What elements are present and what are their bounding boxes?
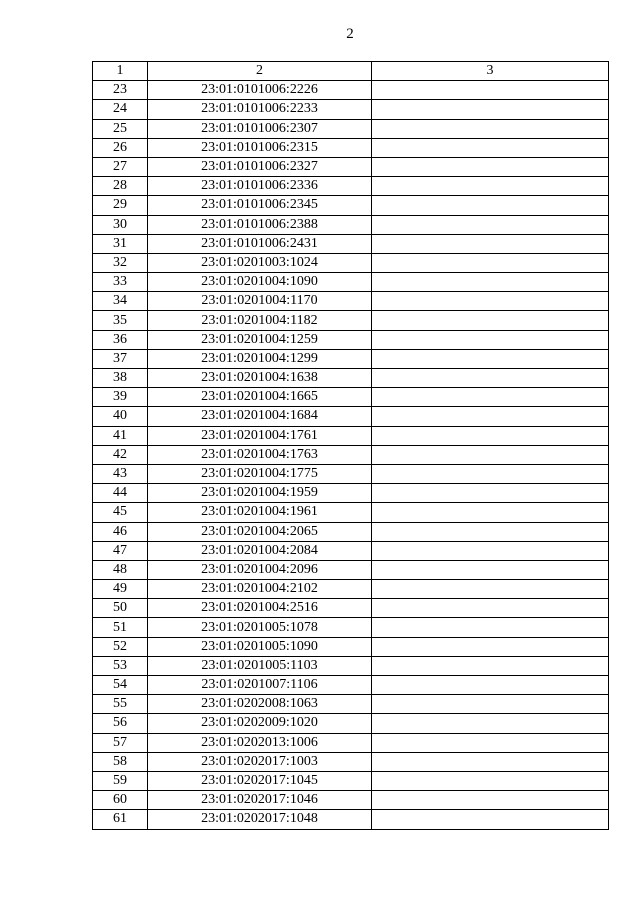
row-number-cell: 38 xyxy=(93,369,148,388)
row-number-cell: 28 xyxy=(93,177,148,196)
cadastral-number-cell: 23:01:0101006:2327 xyxy=(148,157,372,176)
row-number-cell: 30 xyxy=(93,215,148,234)
table-row xyxy=(93,810,609,829)
notes-cell xyxy=(372,253,609,272)
row-number-cell: 41 xyxy=(93,426,148,445)
column-header-3: 3 xyxy=(372,62,609,81)
table-row xyxy=(93,369,609,388)
notes-cell xyxy=(372,522,609,541)
notes-cell xyxy=(372,330,609,349)
table-row xyxy=(93,522,609,541)
cadastral-number-cell: 23:01:0202017:1046 xyxy=(148,791,372,810)
table-header-row xyxy=(93,62,609,81)
cadastral-number-cell: 23:01:0201003:1024 xyxy=(148,253,372,272)
table-row xyxy=(93,407,609,426)
table-row xyxy=(93,349,609,368)
row-number-cell: 54 xyxy=(93,676,148,695)
notes-cell xyxy=(372,138,609,157)
cadastral-number-cell: 23:01:0101006:2388 xyxy=(148,215,372,234)
row-number-cell: 39 xyxy=(93,388,148,407)
row-number-cell: 45 xyxy=(93,503,148,522)
row-number-cell: 52 xyxy=(93,637,148,656)
row-number-cell: 33 xyxy=(93,273,148,292)
row-number-cell: 42 xyxy=(93,445,148,464)
notes-cell xyxy=(372,484,609,503)
notes-cell xyxy=(372,618,609,637)
notes-cell xyxy=(372,695,609,714)
table-row xyxy=(93,292,609,311)
cadastral-number-cell: 23:01:0101006:2307 xyxy=(148,119,372,138)
table-row xyxy=(93,330,609,349)
row-number-cell: 26 xyxy=(93,138,148,157)
cadastral-number-cell: 23:01:0101006:2431 xyxy=(148,234,372,253)
cadastral-number-cell: 23:01:0201005:1090 xyxy=(148,637,372,656)
notes-cell xyxy=(372,560,609,579)
cadastral-number-cell: 23:01:0202009:1020 xyxy=(148,714,372,733)
notes-cell xyxy=(372,388,609,407)
row-number-cell: 40 xyxy=(93,407,148,426)
row-number-cell: 53 xyxy=(93,656,148,675)
table-row xyxy=(93,157,609,176)
notes-cell xyxy=(372,464,609,483)
table-row xyxy=(93,253,609,272)
table-row xyxy=(93,464,609,483)
row-number-cell: 50 xyxy=(93,599,148,618)
table-row xyxy=(93,503,609,522)
cadastral-register-table xyxy=(92,61,609,830)
table-row xyxy=(93,541,609,560)
table-row xyxy=(93,771,609,790)
row-number-cell: 34 xyxy=(93,292,148,311)
table-row xyxy=(93,637,609,656)
table-row xyxy=(93,445,609,464)
notes-cell xyxy=(372,81,609,100)
table-row xyxy=(93,676,609,695)
cadastral-number-cell: 23:01:0201004:1959 xyxy=(148,484,372,503)
row-number-cell: 56 xyxy=(93,714,148,733)
notes-cell xyxy=(372,580,609,599)
table-row xyxy=(93,560,609,579)
page-number: 2 xyxy=(346,26,354,42)
row-number-cell: 59 xyxy=(93,771,148,790)
notes-cell xyxy=(372,752,609,771)
cadastral-number-cell: 23:01:0201004:2516 xyxy=(148,599,372,618)
cadastral-number-cell: 23:01:0201004:1665 xyxy=(148,388,372,407)
column-header-2: 2 xyxy=(148,62,372,81)
cadastral-number-cell: 23:01:0201004:2102 xyxy=(148,580,372,599)
table-row xyxy=(93,733,609,752)
cadastral-number-cell: 23:01:0101006:2226 xyxy=(148,81,372,100)
row-number-cell: 32 xyxy=(93,253,148,272)
column-header-1: 1 xyxy=(93,62,148,81)
notes-cell xyxy=(372,119,609,138)
row-number-cell: 58 xyxy=(93,752,148,771)
table-row xyxy=(93,273,609,292)
notes-cell xyxy=(372,407,609,426)
row-number-cell: 60 xyxy=(93,791,148,810)
cadastral-number-cell: 23:01:0201004:1763 xyxy=(148,445,372,464)
row-number-cell: 61 xyxy=(93,810,148,829)
cadastral-number-cell: 23:01:0201004:1761 xyxy=(148,426,372,445)
row-number-cell: 24 xyxy=(93,100,148,119)
table-body xyxy=(93,81,609,829)
notes-cell xyxy=(372,676,609,695)
row-number-cell: 48 xyxy=(93,560,148,579)
cadastral-number-cell: 23:01:0201004:2096 xyxy=(148,560,372,579)
row-number-cell: 47 xyxy=(93,541,148,560)
notes-cell xyxy=(372,100,609,119)
table-row xyxy=(93,752,609,771)
notes-cell xyxy=(372,637,609,656)
table-row xyxy=(93,656,609,675)
table-row xyxy=(93,311,609,330)
cadastral-number-cell: 23:01:0201004:1684 xyxy=(148,407,372,426)
cadastral-number-cell: 23:01:0101006:2336 xyxy=(148,177,372,196)
row-number-cell: 25 xyxy=(93,119,148,138)
notes-cell xyxy=(372,810,609,829)
cadastral-number-cell: 23:01:0202017:1048 xyxy=(148,810,372,829)
notes-cell xyxy=(372,292,609,311)
cadastral-number-cell: 23:01:0201004:1259 xyxy=(148,330,372,349)
notes-cell xyxy=(372,541,609,560)
notes-cell xyxy=(372,445,609,464)
table-row xyxy=(93,100,609,119)
row-number-cell: 36 xyxy=(93,330,148,349)
table-row xyxy=(93,426,609,445)
cadastral-number-cell: 23:01:0201005:1103 xyxy=(148,656,372,675)
notes-cell xyxy=(372,196,609,215)
table-row xyxy=(93,484,609,503)
notes-cell xyxy=(372,426,609,445)
cadastral-number-cell: 23:01:0201004:1299 xyxy=(148,349,372,368)
cadastral-number-cell: 23:01:0201005:1078 xyxy=(148,618,372,637)
cadastral-number-cell: 23:01:0201004:1775 xyxy=(148,464,372,483)
notes-cell xyxy=(372,349,609,368)
table-row xyxy=(93,119,609,138)
cadastral-number-cell: 23:01:0101006:2345 xyxy=(148,196,372,215)
row-number-cell: 46 xyxy=(93,522,148,541)
notes-cell xyxy=(372,733,609,752)
table-row xyxy=(93,791,609,810)
row-number-cell: 44 xyxy=(93,484,148,503)
cadastral-number-cell: 23:01:0101006:2315 xyxy=(148,138,372,157)
notes-cell xyxy=(372,157,609,176)
table-row xyxy=(93,234,609,253)
table-row xyxy=(93,177,609,196)
row-number-cell: 35 xyxy=(93,311,148,330)
notes-cell xyxy=(372,215,609,234)
cadastral-number-cell: 23:01:0201004:1961 xyxy=(148,503,372,522)
cadastral-number-cell: 23:01:0201007:1106 xyxy=(148,676,372,695)
table-row xyxy=(93,618,609,637)
notes-cell xyxy=(372,369,609,388)
row-number-cell: 23 xyxy=(93,81,148,100)
row-number-cell: 57 xyxy=(93,733,148,752)
table-row xyxy=(93,695,609,714)
cadastral-number-cell: 23:01:0201004:1170 xyxy=(148,292,372,311)
cadastral-number-cell: 23:01:0201004:1182 xyxy=(148,311,372,330)
cadastral-number-cell: 23:01:0201004:2065 xyxy=(148,522,372,541)
cadastral-number-cell: 23:01:0202017:1045 xyxy=(148,771,372,790)
cadastral-number-cell: 23:01:0101006:2233 xyxy=(148,100,372,119)
notes-cell xyxy=(372,273,609,292)
cadastral-number-cell: 23:01:0202017:1003 xyxy=(148,752,372,771)
table-row xyxy=(93,388,609,407)
row-number-cell: 37 xyxy=(93,349,148,368)
notes-cell xyxy=(372,503,609,522)
row-number-cell: 31 xyxy=(93,234,148,253)
notes-cell xyxy=(372,311,609,330)
row-number-cell: 49 xyxy=(93,580,148,599)
notes-cell xyxy=(372,177,609,196)
row-number-cell: 55 xyxy=(93,695,148,714)
cadastral-number-cell: 23:01:0201004:2084 xyxy=(148,541,372,560)
notes-cell xyxy=(372,599,609,618)
notes-cell xyxy=(372,771,609,790)
cadastral-number-cell: 23:01:0202013:1006 xyxy=(148,733,372,752)
table-row xyxy=(93,215,609,234)
table-row xyxy=(93,81,609,100)
table-row xyxy=(93,138,609,157)
table-row xyxy=(93,196,609,215)
row-number-cell: 29 xyxy=(93,196,148,215)
notes-cell xyxy=(372,234,609,253)
table-row xyxy=(93,714,609,733)
cadastral-number-cell: 23:01:0201004:1638 xyxy=(148,369,372,388)
row-number-cell: 51 xyxy=(93,618,148,637)
notes-cell xyxy=(372,791,609,810)
cadastral-number-cell: 23:01:0202008:1063 xyxy=(148,695,372,714)
table-row xyxy=(93,580,609,599)
row-number-cell: 43 xyxy=(93,464,148,483)
notes-cell xyxy=(372,656,609,675)
row-number-cell: 27 xyxy=(93,157,148,176)
cadastral-number-cell: 23:01:0201004:1090 xyxy=(148,273,372,292)
table-row xyxy=(93,599,609,618)
notes-cell xyxy=(372,714,609,733)
